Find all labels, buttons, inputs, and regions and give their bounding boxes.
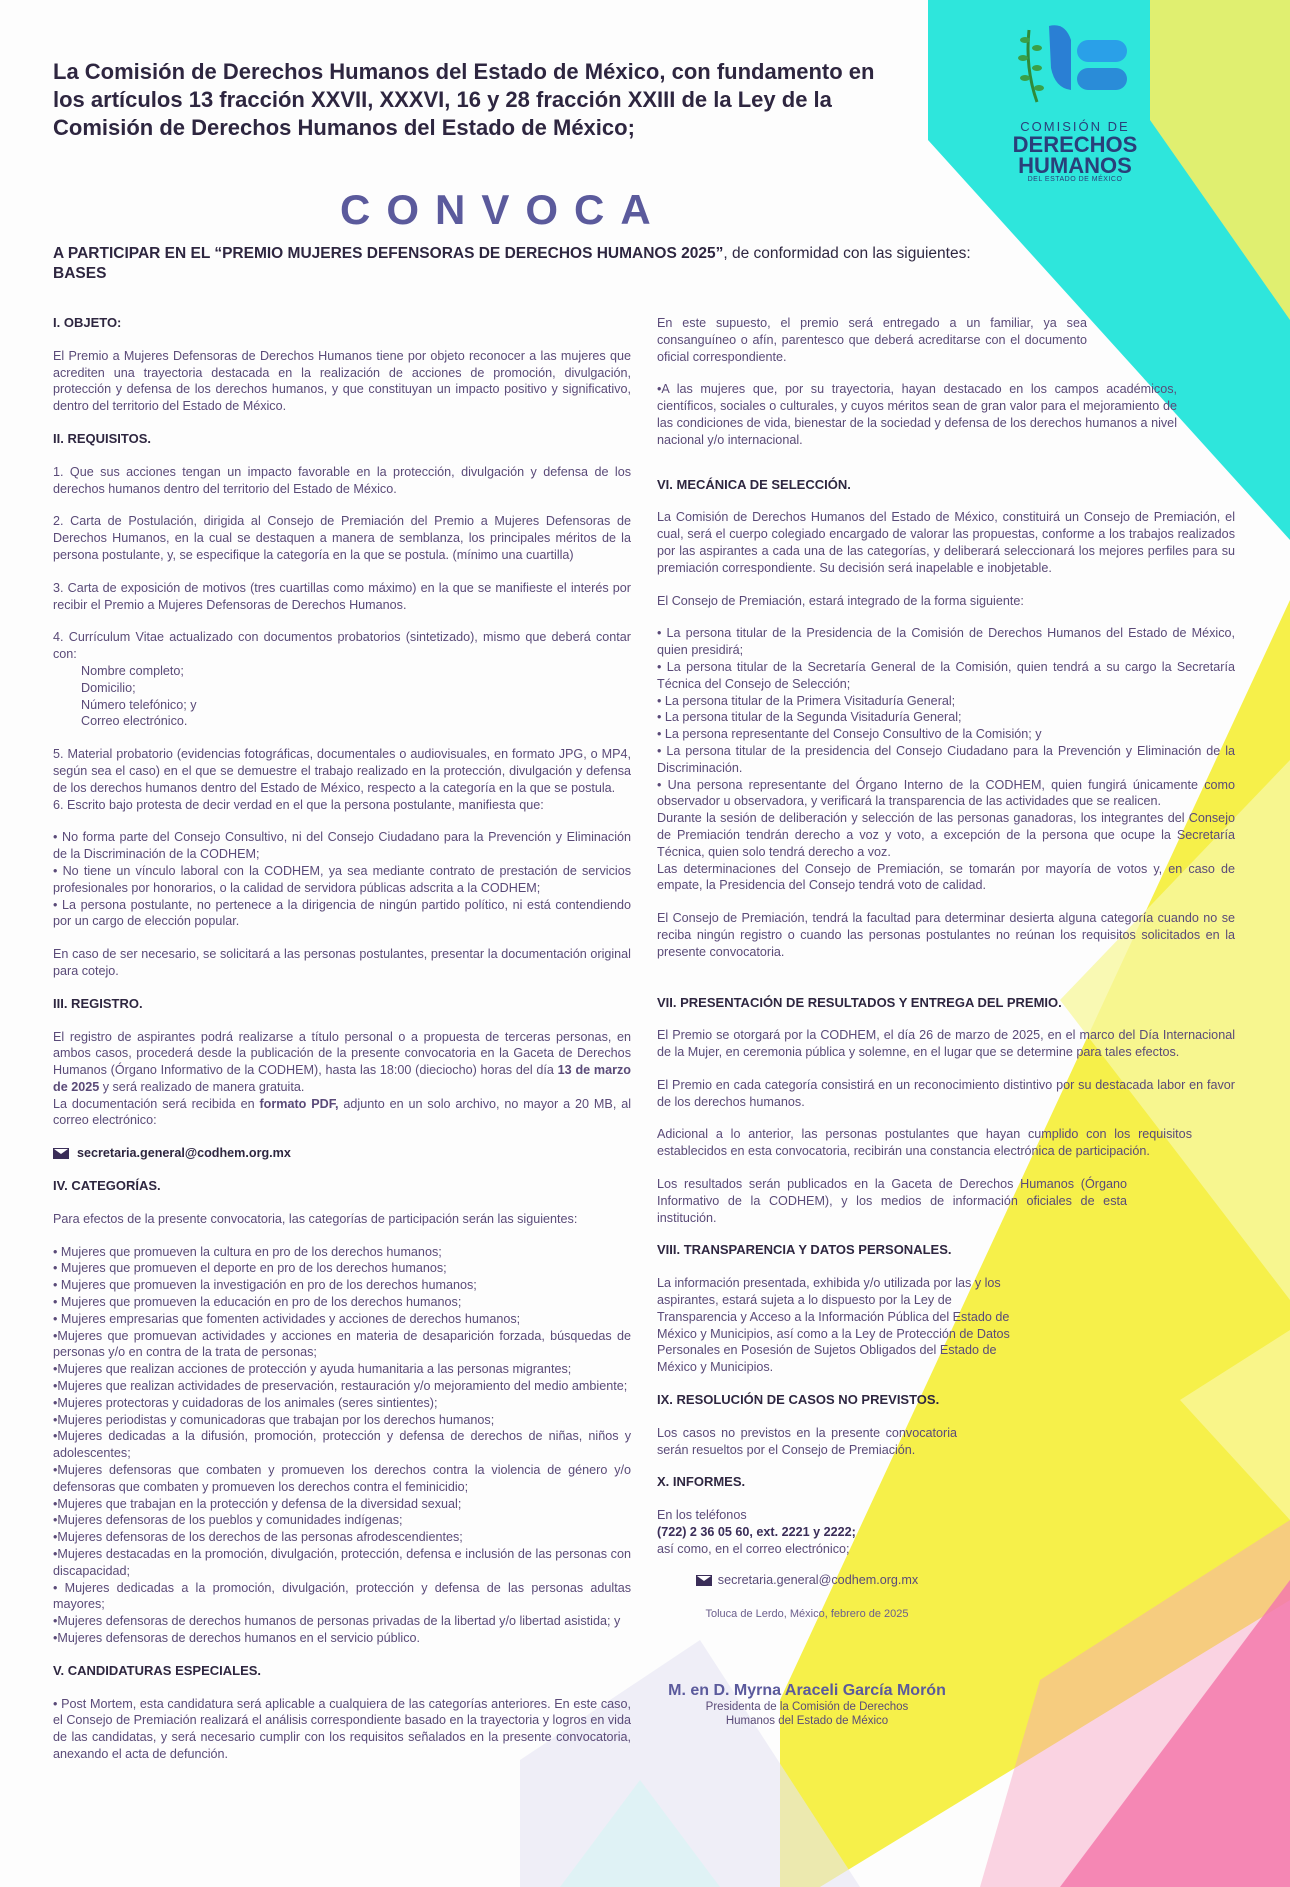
section-candidaturas-title: V. CANDIDATURAS ESPECIALES. [53,1662,262,1678]
categoria-item: • Mujeres que promueven la educación en pro de los derechos humanos; [53,1295,462,1310]
trayectoria-text: •A las mujeres que, por su trayectoria, hayan destacado en los campos académicos, científicos, sociales o culturales, y cuyos méritos sean de gran valor para el mejoramiento de las condiciones de vida, bienestar de la sociedad y defensa de los derechos humanos a nivel nacional y/o internacional. [657,382,1177,447]
convoca-title: CONVOCA [340,186,667,233]
categorias-list [53,1244,631,1647]
section-requisitos-title: II. REQUISITOS. [53,430,152,446]
categoria-item: •Mujeres que promuevan actividades y acciones en materia de desaparición forzada, búsquedas de personas y/o en contra de la trata de personas; [53,1328,631,1360]
consejo-item: • Una persona representante del Órgano Interno de la CODHEM, quien fungirá únicamente como observador u observadora, y verificará la transparencia de las actividades que se realicen. [657,777,1235,809]
protesta-list [53,829,631,930]
cv-item: Número telefónico; y [81,697,197,712]
requisito-4: 4. Currículum Vitae actualizado con documentos probatorios (sintetizado), mismo que deberá contar con: [53,630,631,662]
informes-email-text[interactable]: secretaria.general@codhem.org.mx [717,1572,919,1587]
consejo-item: • La persona titular de la Primera Visitaduría General; [657,693,956,708]
consejo-item: • La persona representante del Consejo Consultivo de la Comisión; y [657,727,1042,742]
consejo-item: Durante la sesión de deliberación y selección de las personas ganadoras, los integrantes del Consejo de Premiación tendrán derecho a voz y voto, a excepción de la persona que ocupe la Secretaría Técnica, quien solo tendrá derecho a voz. [657,811,1235,859]
categoria-item: •Mujeres que realizan acciones de protección y ayuda humanitaria a las personas migrantes; [53,1362,572,1377]
cv-item: Nombre completo; [81,663,184,678]
consejo-item: • La persona titular de la Presidencia de la Comisión de Derechos Humanos del Estado de México, quien presidirá; [657,626,1235,658]
resultados-text-4: Los resultados serán publicados en la Gaceta de Derechos Humanos (Órgano Informativo de la CODHEM), y los medios de información oficiales de esta institución. [657,1177,1127,1225]
mecanica-text-2: El Consejo de Premiación, estará integrado de la forma siguiente: [657,593,1024,608]
left-column [53,315,631,1779]
categoria-item: •Mujeres defensoras de derechos humanos en el servicio público. [53,1631,421,1645]
requisito-6: 6. Escrito bajo protesta de decir verdad en el que la persona postulante, manifiesta que: [53,797,544,812]
cv-item: Correo electrónico. [81,714,188,729]
section-casos-title: IX. RESOLUCIÓN DE CASOS NO PREVISTOS. [657,1392,940,1408]
casos-text: Los casos no previstos en la presente convocatoria serán resueltos por el Consejo de Premiación. [657,1425,957,1457]
envelope-icon [696,1575,712,1586]
mecanica-text-1: La Comisión de Derechos Humanos del Estado de México, constituirá un Consejo de Premiación, el cual, será el cuerpo colegiado encargado de valorar las propuestas, conforme a los trabajos realizados por las aspirantes a cada una de las categorías, y deliberará seleccionará los mejores perfiles para su premiación correspondiente. Su decisión será inapelable e inobjetable. [657,510,1235,575]
categoria-item: •Mujeres protectoras y cuidadoras de los animales (seres sintientes); [53,1395,438,1410]
section-transparencia-title: VIII. TRANSPARENCIA Y DATOS PERSONALES. [657,1242,952,1258]
post-mortem-continuation: En este supuesto, el premio será entregado a un familiar, ya sea consanguíneo o afín, parentesco que deberá acreditarse con el documento oficial correspondiente. [657,316,1087,364]
transparencia-text: La información presentada, exhibida y/o utilizada por las y los aspirantes, estará sujeta a lo dispuesto por la Ley de Transparencia y Acceso a la Información Pública del Estado de México y Municipios, así como a la Ley de Protección de Datos Personales en Posesión de Sujetos Obligados del Estado de México y Municipios. [657,1276,1010,1375]
requisito-5: 5. Material probatorio (evidencias fotográficas, documentales o audiovisuales, en formato JPG, o MP4, según sea el caso) en el que se demuestre el trabajo realizado en la protección, divulgación y defensa de los derechos humanos dentro del Estado de México, respecto a la categoría en la que se postula. [53,747,631,795]
registro-text-1: El registro de aspirantes podrá realizarse a título personal o a propuesta de terceras personas, en ambos casos, procederá desde la publicación de la presente convocatoria en la Gaceta de Derechos Humanos (Órgano Informativo de la CODHEM), hasta las 18:00 (dieciocho) horas del día 13 de marzo de 2025 y será realizado de manera gratuita. [53,1029,632,1094]
section-mecanica-title: VI. MECÁNICA DE SELECCIÓN. [657,476,851,492]
intro-rest: , de conformidad con las siguientes: [723,245,971,262]
dove-emblem-icon [1015,18,1135,110]
section-informes-title: X. INFORMES. [657,1474,746,1490]
section-objeto-text: El Premio a Mujeres Defensoras de Derechos Humanos tiene por objeto reconocer a las mujeres que acrediten una trayectoria destacada en la realización de acciones de promoción, divulgación, protección y defensa de los derechos humanos, y que constituyan un impacto positivo y significativo, dentro del territorio del Estado de México. [53,348,631,414]
consejo-item: Las determinaciones del Consejo de Premiación, se tomarán por mayoría de votos y, en caso de empate, la Presidencia del Consejo tendrá voto de calidad. [657,861,1235,893]
resultados-text-1: El Premio se otorgará por la CODHEM, el día 26 de marzo de 2025, en el marco del Día Internacional de la Mujer, en ceremonia pública y solemne, en el lugar que se determine para tales efectos. [657,1028,1235,1060]
logo-line-4: DEL ESTADO DE MÉXICO [1027,176,1123,183]
requisito-2: 2. Carta de Postulación, dirigida al Consejo de Premiación del Premio a Mujeres Defensoras de Derechos Humanos, en la cual se destaquen a manera de semblanza, los principales méritos de la persona postulante, y, se especifique la categoría en la que se postula. (mínimo una cuartilla) [53,514,631,562]
categoria-item: •Mujeres dedicadas a la difusión, promoción, protección y defensa de derechos de niñas, niños y adolescentes; [53,1429,631,1461]
consejo-item: • La persona titular de la Segunda Visitaduría General; [657,710,962,725]
categorias-intro: Para efectos de la presente convocatoria, las categorías de participación serán las siguientes: [53,1211,578,1226]
informes-block [657,1572,957,1728]
consejo-item: • La persona titular de la Secretaría General de la Comisión, quien tendrá a su cargo la Secretaría Técnica del Consejo de Selección; [657,659,1235,691]
logo-line-2: DERECHOS [1012,132,1138,157]
registro-format: formato PDF, [259,1096,339,1111]
registro-email-text[interactable]: secretaria.general@codhem.org.mx [77,1146,291,1161]
section-registro-title: III. REGISTRO. [53,995,143,1011]
resultados-text-3: Adicional a lo anterior, las personas postulantes que hayan cumplido con los requisitos establecidos en esta convocatoria, recibirán una constancia electrónica de participación. [657,1127,1192,1159]
section-resultados-title: VII. PRESENTACIÓN DE RESULTADOS Y ENTREGA DEL PREMIO. [657,994,1062,1010]
right-column [657,315,1235,1728]
categoria-item: •Mujeres defensoras de los derechos de las personas afrodescendientes; [53,1530,463,1545]
categoria-item: •Mujeres defensoras de los pueblos y comunidades indígenas; [53,1513,403,1528]
categoria-item: • Mujeres que promueven el deporte en pro de los derechos humanos; [53,1261,447,1276]
categoria-item: • Mujeres dedicadas a la promoción, divulgación, protección y defensa de las personas adultas mayores; [53,1580,631,1612]
informes-email[interactable] [657,1572,957,1589]
header-text: La Comisión de Derechos Humanos del Estado de México, con fundamento en los artículos 13 fracción XXVII, XXXVI, 16 y 28 fracción XXIII de la Ley de la Comisión de Derechos Humanos del Estado de México; [53,59,875,140]
categoria-item: •Mujeres defensoras que combaten y promueven los derechos contra la violencia de género y/o defensoras que combaten y promueven los derechos contra el feminicidio; [53,1463,631,1494]
registro-text-2: La documentación será recibida en formato PDF, adjunto en un solo archivo, no mayor a 20 MB, al correo electrónico: [53,1096,632,1128]
categoria-item: •Mujeres periodistas y comunicadoras que trabajan por los derechos humanos; [53,1412,495,1427]
requisito-3: 3. Carta de exposición de motivos (tres cuartillas como máximo) en la que se manifieste el interés por recibir el Premio a Mujeres Defensoras de Derechos Humanos. [53,580,631,612]
informes-phone: (722) 2 36 05 60, ext. 2221 y 2222; [657,1525,856,1540]
categoria-item: • Mujeres que promueven la cultura en pro de los derechos humanos; [53,1244,442,1259]
mecanica-text-3: El Consejo de Premiación, tendrá la facultad para determinar desierta alguna categoría cuando no se reciba ningún registro o cuando las personas postulantes no reúnan los requisitos solicitados en la presente convocatoria. [657,911,1235,959]
consejo-item: • La persona titular de la presidencia del Consejo Ciudadano para la Prevención y Eliminación de la Discriminación. [657,743,1235,775]
protesta-item: • No forma parte del Consejo Consultivo, ni del Consejo Ciudadano para la Prevención y Eliminación de la Discriminación de la CODHEM; [53,830,631,862]
informes-line-3: así como, en el correo electrónico; [657,1541,850,1556]
categoria-item: • Mujeres empresarias que fomenten actividades y acciones de derechos humanos; [53,1311,521,1326]
envelope-icon [53,1148,69,1159]
categoria-item: •Mujeres defensoras de derechos humanos de personas privadas de la libertad y/o libertad asistida; y [53,1614,621,1629]
cv-item: Domicilio; [81,680,136,695]
categoria-item: •Mujeres que trabajan en la protección y defensa de la diversidad sexual; [53,1496,462,1511]
requisito-1: 1. Que sus acciones tengan un impacto favorable en la protección, divulgación y defensa de los derechos humanos dentro del territorio del Estado de México. [53,464,631,496]
intro-text [53,244,1033,284]
resultados-text-2: El Premio en cada categoría consistirá en un reconocimiento distintivo por su destacada labor en favor de los derechos humanos. [657,1077,1235,1109]
registro-email[interactable] [53,1145,631,1162]
signature-name: M. en D. Myrna Araceli García Morón [668,1682,946,1700]
bases-label: BASES [53,265,107,282]
codhem-logo [1010,18,1140,183]
section-objeto-title: I. OBJETO: [53,315,122,330]
logo-line-3: HUMANOS [1018,153,1132,178]
categoria-item: • Mujeres que promueven la investigación en pro de los derechos humanos; [53,1278,477,1293]
cotejo-text: En caso de ser necesario, se solicitará a las personas postulantes, presentar la documentación original para cotejo. [53,947,631,978]
signature-role-1: Presidenta de la Comisión de Derechos [705,1701,909,1714]
informes-line-1: En los teléfonos [657,1508,747,1523]
section-categorias-title: IV. CATEGORÍAS. [53,1178,161,1194]
intro-bold: A PARTICIPAR EN EL “PREMIO MUJERES DEFENSORAS DE DERECHOS HUMANOS 2025” [53,245,724,262]
protesta-item: • No tiene un vínculo laboral con la CODHEM, ya sea mediante contrato de prestación de servicios profesionales por honorarios, o la calidad de servidora públicas adscrita a la CODHEM; [53,863,631,895]
categoria-item: •Mujeres destacadas en la promoción, divulgación, protección, defensa e inclusión de las personas con discapacidad; [53,1547,631,1578]
cv-list [53,663,631,730]
candidaturas-text: • Post Mortem, esta candidatura será aplicable a cualquiera de las categorías anteriores. En este caso, el Consejo de Premiación realizará el análisis correspondiente basado en la trayectoria y logros en vida de las candidatas, y será necesario cumplir con los requisitos señalados en la presente convocatoria, anexando el acta de defunción. [53,1696,631,1761]
logo-line-1: COMISIÓN DE [1020,119,1130,134]
protesta-item: • La persona postulante, no pertenece a la dirigencia de ningún partido político, ni está contendiendo por un cargo de elección popular. [53,897,631,929]
categoria-item: •Mujeres que realizan actividades de preservación, restauración y/o mejoramiento del medio ambiente; [53,1379,628,1394]
registro-date: 13 de marzo de 2025 [53,1063,632,1094]
consejo-list [657,625,1235,894]
place-date: Toluca de Lerdo, México, febrero de 2025 [705,1608,909,1621]
signature-role-2: Humanos del Estado de México [725,1715,889,1728]
